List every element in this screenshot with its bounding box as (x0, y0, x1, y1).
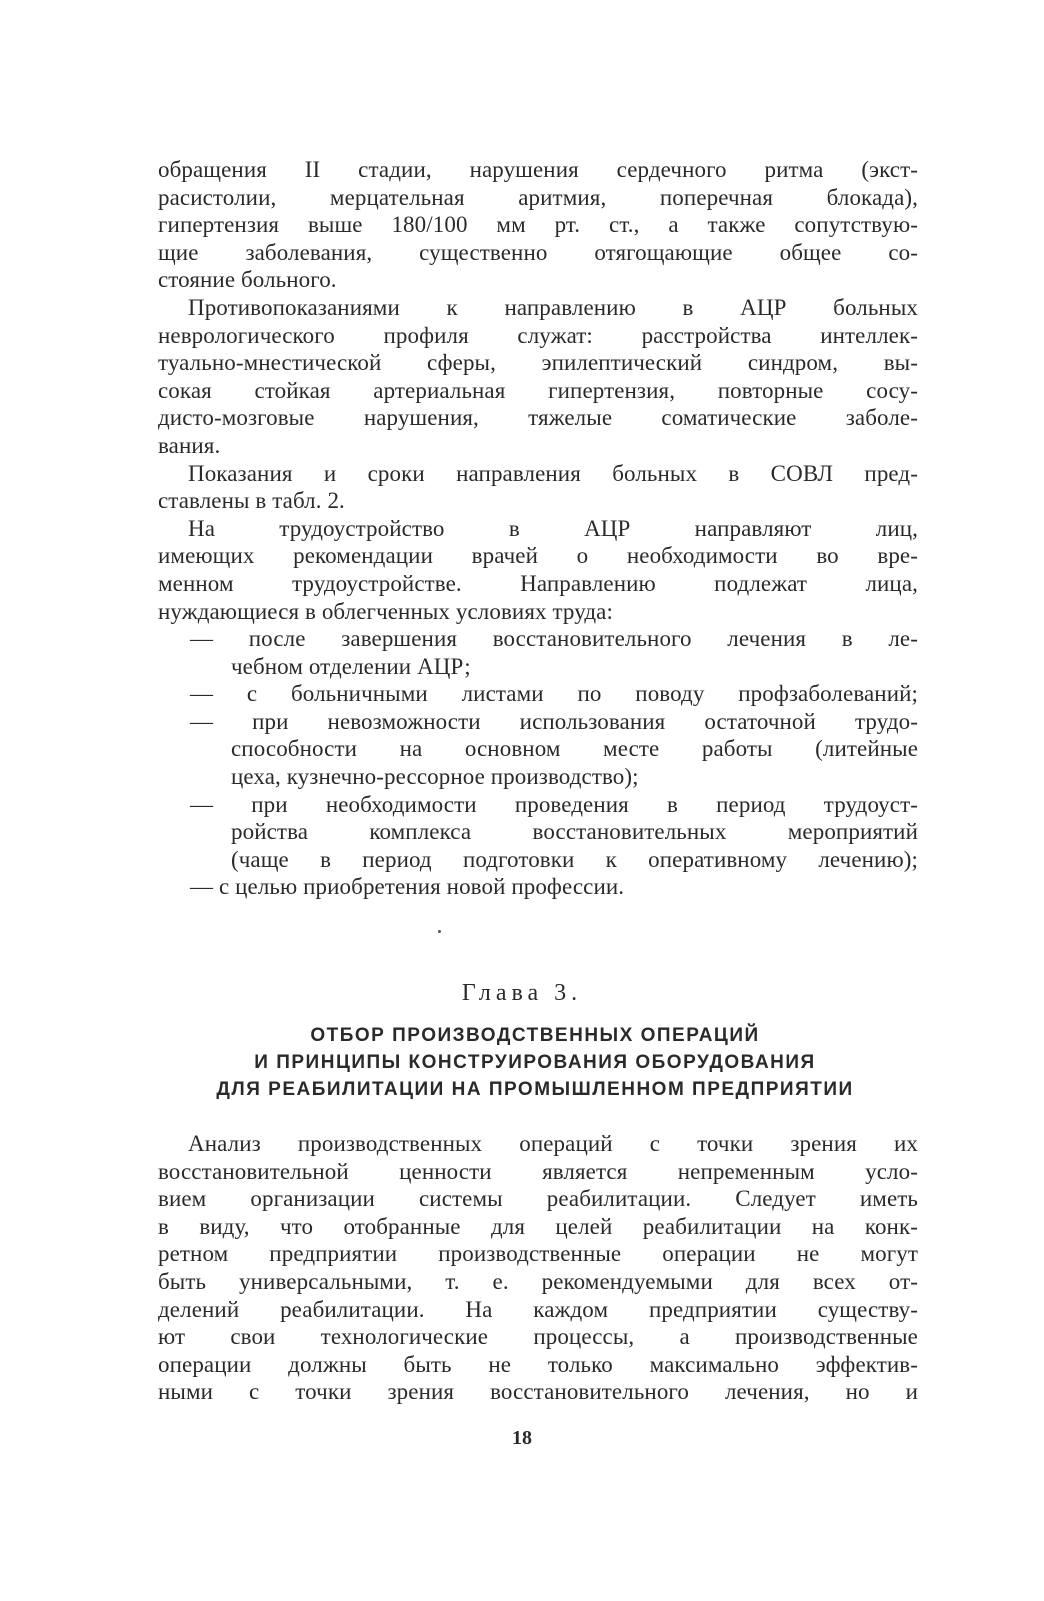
text-line: чебном отделении АЦР; (231, 653, 471, 679)
text-line: способности на основном месте работы (литейные (231, 736, 918, 762)
heading-line: ДЛЯ РЕАБИЛИТАЦИИ НА ПРОМЫШЛЕННОМ ПРЕДПРИЯТИИ (216, 1079, 854, 1100)
heading-line: И ПРИНЦИПЫ КОНСТРУИРОВАНИЯ ОБОРУДОВАНИЯ (254, 1052, 816, 1073)
text-line: вием организации системы реабилитации. Следует иметь (158, 1186, 918, 1212)
text-line: сокая стойкая артериальная гипертензия, повторные сосу- (158, 377, 918, 403)
text-line: неврологического профиля служат: расстройства интеллек- (158, 322, 918, 348)
text-line: расистолии, мерцательная аритмия, поперечная блокада), (158, 184, 918, 210)
body-text-top (158, 156, 918, 901)
text-line: щие заболевания, существенно отягощающие общее со- (158, 239, 918, 265)
text-line: нуждающиеся в облегченных условиях труда: (158, 598, 613, 624)
text-line: операции должны быть не только максимально эффектив- (158, 1351, 918, 1377)
text-line: На трудоустройство в АЦР направляют лиц, (188, 515, 918, 541)
text-line: делений реабилитации. На каждом предприятии существу- (158, 1296, 918, 1322)
text-line: — при необходимости проведения в период трудоуст- (190, 791, 918, 817)
text-line: гипертензия выше 180/100 мм рт. ст., а также сопутствую- (158, 212, 918, 238)
body-text-bottom (158, 1130, 918, 1406)
text-line: ставлены в табл. 2. (158, 488, 345, 514)
text-line: (чаще в период подготовки к оперативному лечению); (231, 846, 918, 872)
text-line: — при невозможности использования остаточной трудо- (190, 708, 918, 734)
text-line: быть универсальными, т. е. рекомендуемыми для всех от- (158, 1268, 918, 1294)
text-line: ретном предприятии производственные операции не могут (158, 1241, 918, 1267)
text-line: Показания и сроки направления больных в СОВЛ пред- (188, 460, 918, 486)
text-line: — с больничными листами по поводу профзаболеваний; (190, 681, 918, 707)
text-line: Противопоказаниями к направлению в АЦР больных (188, 294, 918, 320)
text-line: дисто-мозговые нарушения, тяжелые соматические заболе- (158, 405, 918, 431)
text-line: восстановительной ценности является непременным усло- (158, 1158, 918, 1184)
text-line: в виду, что отобранные для целей реабилитации на конк- (158, 1213, 918, 1239)
text-line: — с целью приобретения новой профессии. (190, 874, 625, 900)
text-line: туально-мнестической сферы, эпилептический синдром, вы- (158, 350, 918, 376)
chapter-label: Глава 3. (461, 980, 583, 1006)
page-number: 18 (512, 1427, 532, 1449)
text-line: Анализ производственных операций с точки зрения их (188, 1131, 918, 1156)
text-line: стояние больного. (158, 267, 337, 293)
heading-line: ОТБОР ПРОИЗВОДСТВЕННЫХ ОПЕРАЦИЙ (310, 1025, 760, 1046)
text-line: обращения II стадии, нарушения сердечного ритма (экст- (158, 157, 918, 182)
text-line: ными с точки зрения восстановительного лечения, но и (158, 1379, 918, 1405)
text-line: ройства комплекса восстановительных мероприятий (231, 819, 918, 845)
text-line: менном трудоустройстве. Направлению подлежат лица, (158, 570, 918, 596)
chapter-heading (150, 1022, 920, 1103)
text-line: цеха, кузнечно-рессорное производство); (231, 764, 639, 790)
text-line: ют свои технологические процессы, а производственные (158, 1324, 918, 1350)
text-line: имеющих рекомендации врачей о необходимости во вре- (158, 543, 918, 569)
text-line: вания. (158, 432, 221, 458)
print-speck (438, 930, 441, 933)
text-line: — после завершения восстановительного лечения в ле- (190, 626, 918, 652)
